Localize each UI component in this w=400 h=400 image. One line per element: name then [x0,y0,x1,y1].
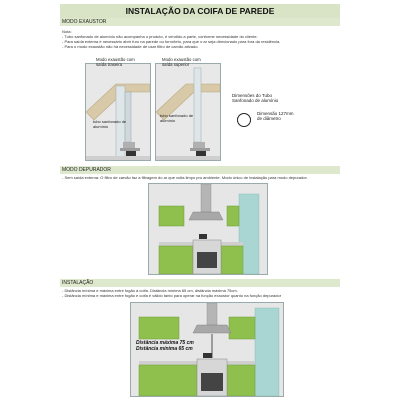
max-distance-label: Distância máxima 75 cm [136,340,194,346]
instalacao-note-2: - Distância mínima e máxima entre fogão e coifa é válido tanto para operar na função exaustor quanto na função depurador [62,293,282,298]
section-header-depurador: MODO DEPURADOR [60,166,340,174]
rear-exit-illustration [86,64,150,160]
fig2-tube-label: tubo sanfonado de alumínio [160,113,194,123]
note-line-2: - Para saída externa é necessário abrir furo na parede ou forro/teto, para que o ar seja direcionado para fora da residência. [62,39,281,44]
depurador-note: - Sem saída externa: O filtro de carvão faz a filtragem do ar que volta limpo pro ambiente. Modo único de instalação para modo depurador. [62,175,308,180]
min-distance-label: Distância mínima 65 cm [136,346,193,352]
tube-circle-icon [236,112,252,128]
depurador-kitchen-illustration [149,184,267,274]
instalacao-note-1: - Distância mínima e máxima entre fogão à coifa. Distância mínima 65 cm, distância máxima 75cm. [62,288,238,293]
fig1-tube-label: tubo sanfonado de alumínio [93,119,127,129]
top-exit-illustration [156,64,220,160]
section-header-exaustor: MODO EXAUSTOR [60,18,340,26]
page-title: INSTALAÇÃO DA COIFA DE PAREDE [60,4,340,18]
section-header-instalacao: INSTALAÇÃO [60,279,340,287]
tube-dimensions-title: Dimensões do Tubo Sanfonado de alumínio [232,93,279,103]
tube-dimension-value: Dimensão 127mm de diâmetro [257,111,294,121]
note-title: Nota: [62,29,72,34]
note-line-3: - Para o modo exaustão não há necessidade de usar filtro de carvão ativado. [62,44,199,49]
note-line-1: - Tubo sanfonado de alumínio não acompanha o produto, é vendido a parte, conforme necessidade do cliente. [62,34,258,39]
fig1-label: Modo exaustão com saída traseira [96,57,135,67]
fig2-label: Modo exaustão com saída superior [162,57,201,67]
